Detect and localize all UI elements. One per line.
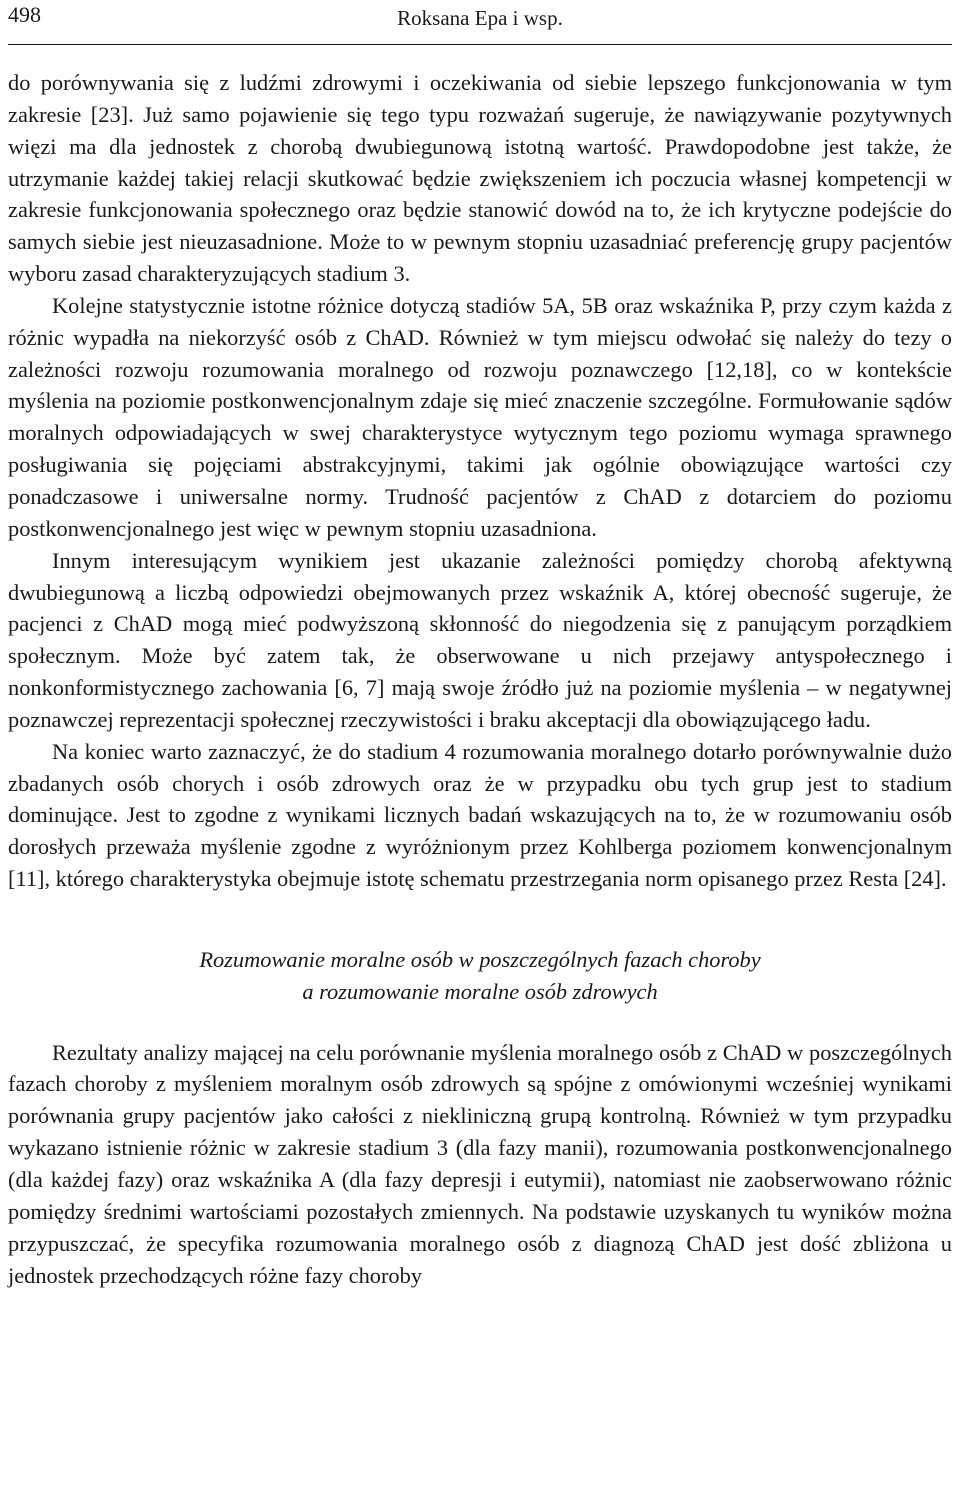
- paragraph: Kolejne statystycznie istotne różnice dotyczą stadiów 5A, 5B oraz wskaźnika P, przy czym każda z różnic wypadła na niekorzyść osób z ChAD. Również w tym miejscu odwołać się należy do tezy o zależności rozwoju rozumowania moralnego od rozwoju poznawczego [12,18], co w kontekście myślenia na poziomie postkonwencjonalnym zdaje się mieć znaczenie szczególne. Formułowanie sądów moralnych odpowiadających w swej charakterystyce wytycznym tego poziomu wymaga sprawnego posługiwania się pojęciami abstrakcyjnymi, takimi jak ogólnie obowiązujące wartości czy ponadczasowe i uniwersalne normy. Trudność pacjentów z ChAD z dotarciem do poziomu postkonwencjonalnego jest więc w pewnym stopniu uzasadniona.: [8, 292, 952, 541]
- running-head: [8, 0, 952, 45]
- paragraph: Innym interesującym wynikiem jest ukazanie zależności pomiędzy chorobą afektywną dwubiegunową a liczbą odpowiedzi obejmowanych przez wskaźnik A, której obecność sugeruje, że pacjenci z ChAD mogą mieć podwyższoną skłonność do niegodzenia się z panującym porządkiem społecznym. Może być zatem tak, że obserwowane u nich przejawy antyspołecznego i nonkonformistycznego zachowania [6, 7] mają swoje źródło już na poziomie myślenia – w negatywnej poznawczej reprezentacji społecznej rzeczywistości i braku akceptacji dla obowiązującego ładu.: [8, 547, 952, 732]
- section-heading-line: Rozumowanie moralne osób w poszczególnych fazach choroby: [199, 946, 761, 972]
- paragraph: Na koniec warto zaznaczyć, że do stadium 4 rozumowania moralnego dotarło porównywalnie dużo zbadanych osób chorych i osób zdrowych oraz że w przypadku obu tych grup jest to stadium dominujące. Jest to zgodne z wynikami licznych badań wskazujących na to, że w rozumowaniu osób dorosłych przeważa myślenie zgodne z wyróżnionym przez Kohlberga poziomem konwencjonalnym [11], którego charakterystyka obejmuje istotę schematu przestrzegania norm opisanego przez Resta [24].: [8, 738, 952, 892]
- running-title: Roksana Epa i wsp.: [397, 6, 563, 30]
- paragraph-continued: do porównywania się z ludźmi zdrowymi i oczekiwania od siebie lepszego funkcjonowania w tym zakresie [23]. Już samo pojawienie się tego typu rozważań sugeruje, że nawiązywanie pozytywnych więzi ma dla jednostek z chorobą dwubiegunową istotną wartość. Prawdopodobne jest także, że utrzymanie każdej takiej relacji skutkować będzie zwiększeniem ich poczucia własnej kompetencji w zakresie funkcjonowania społecznego oraz będzie stanowić dowód na to, że ich krytyczne podejście do samych siebie jest nieuzasadnione. Może to w pewnym stopniu uzasadniać preferencję grupy pacjentów wyboru zasad charakteryzujących stadium 3.: [8, 70, 952, 287]
- section-heading-line: a rozumowanie moralne osób zdrowych: [302, 978, 658, 1004]
- paragraph: Rezultaty analizy mającej na celu porównanie myślenia moralnego osób z ChAD w poszczególnych fazach choroby z myśleniem moralnym osób zdrowych są spójne z omówionymi wcześniej wynikami porównania grupy pacjentów jako całości z niekliniczną grupą kontrolną. Również w tym przypadku wykazano istnienie różnic w zakresie stadium 3 (dla fazy manii), rozumowania postkonwencjonalnego (dla każdej fazy) oraz wskaźnika A (dla fazy depresji i eutymii), natomiast nie zaobserwowano różnic pomiędzy średnimi wartościami pozostałych zmiennych. Na podstawie uzyskanych tu wyników można przypuszczać, że specyfika rozumowania moralnego osób z diagnozą ChAD jest dość zbliżona u jednostek przechodzących różne fazy choroby: [8, 1039, 952, 1288]
- page-number: 498: [8, 2, 41, 27]
- document-page: [8, 0, 952, 1291]
- section-heading: [8, 944, 952, 1008]
- body-text: [8, 67, 952, 1291]
